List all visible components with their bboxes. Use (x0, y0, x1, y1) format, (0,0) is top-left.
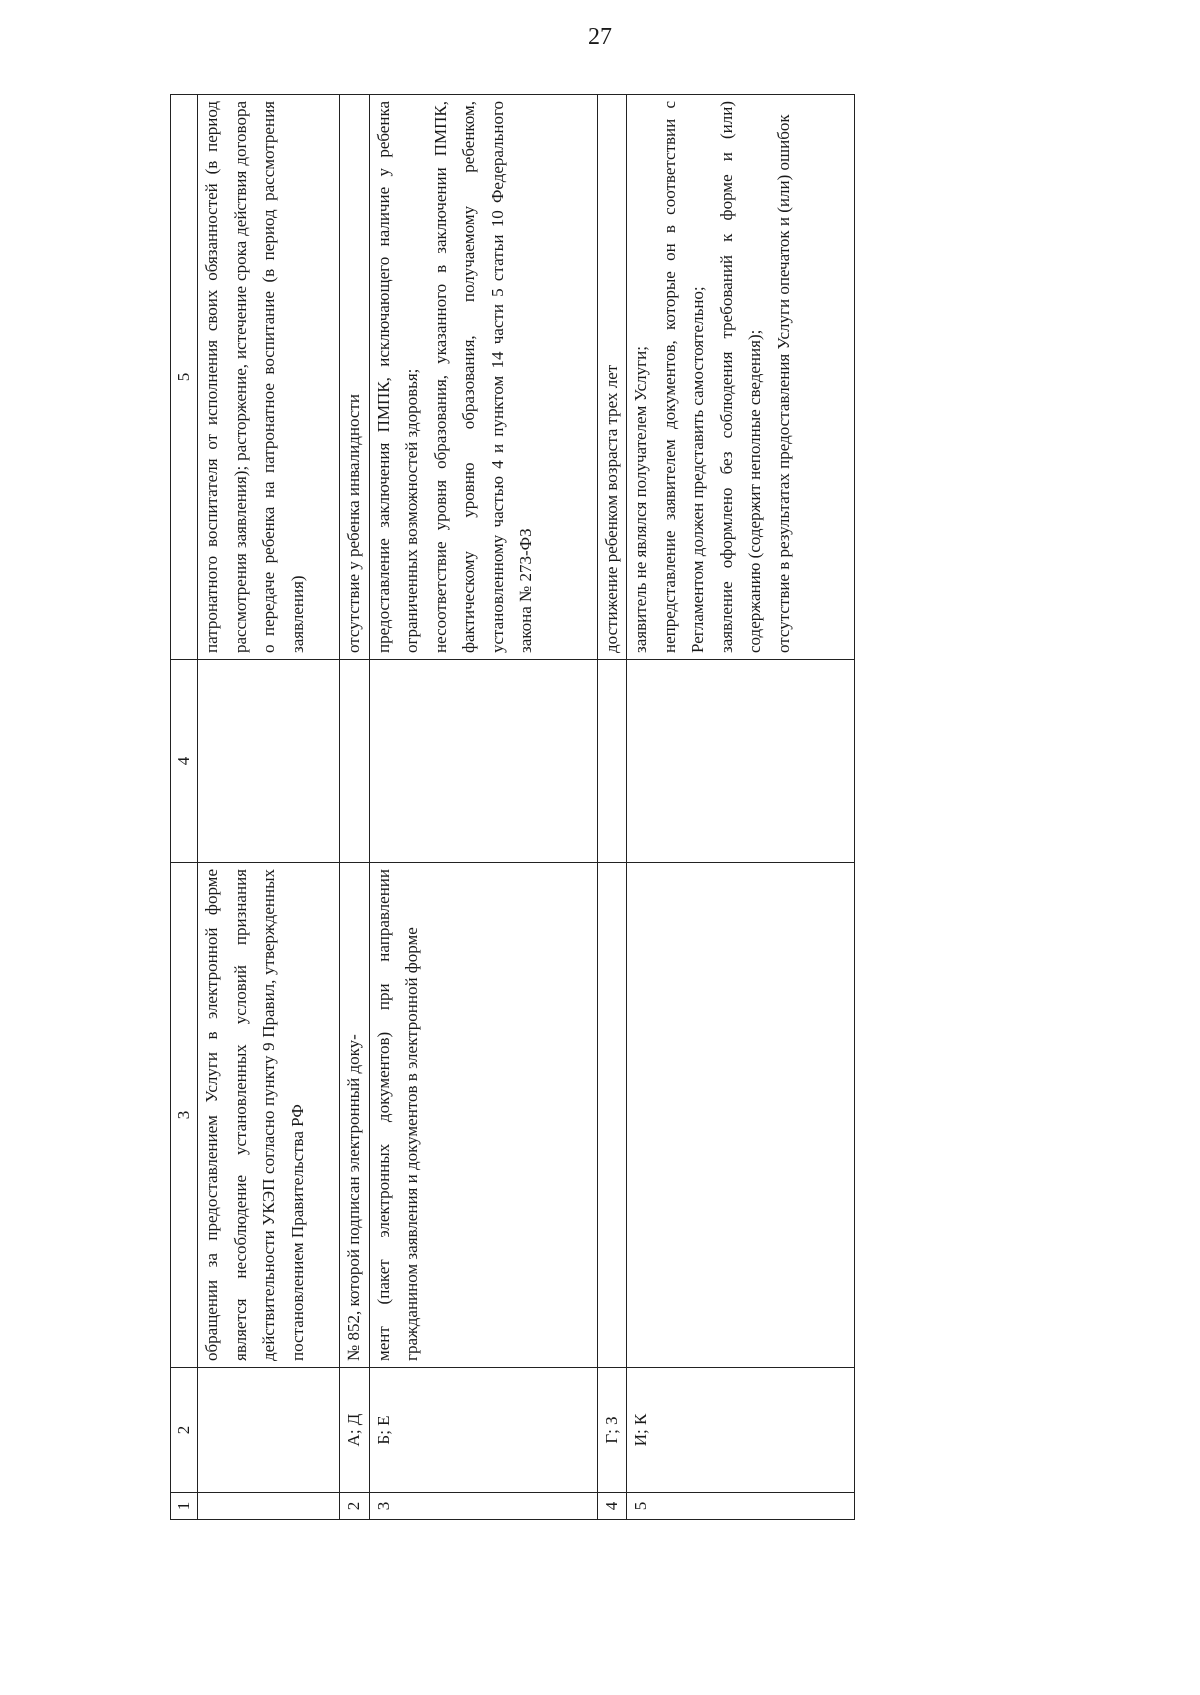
decision-entry: заявитель не являлся получателем Услуги; (631, 346, 650, 653)
header-cell: 4 (171, 660, 198, 863)
header-cell: 3 (171, 863, 198, 1368)
row-codes-cell: Б; Е (369, 1368, 597, 1493)
decision-entry: несоответствие уровня образования, указанного в заключении ПМПК, фактическому уровню образования, получаемому ребенком, установленному частью 4 и пунктом 14 части 5 статьи 10 Федерального закона № 273-ФЗ (430, 101, 535, 653)
decision-entry: отсутствие в результатах предоставления Услуги опечаток и (или) ошибок (773, 114, 793, 653)
row-grounds-cell: обращении за предоставлением Услуги в электронной форме является несоблюдение установленных условий признания действительности УКЭП согласно пункту 9 Правил, утвержденных постановлением Правительства РФ (198, 863, 340, 1368)
row-number-cell: 5 (627, 1493, 855, 1520)
row-grounds-cell (597, 863, 627, 1368)
rotated-table-frame (170, 95, 880, 1520)
row-number-cell: 3 (369, 1493, 597, 1520)
decision-entry: непредставление заявителем документов, которые он в соответствии с Регламентом должен представить самостоятельно; (659, 101, 707, 653)
decision-entry: заявление оформлено без соблюдения требований к форме и (или) содержанию (содержит неполные сведения); (716, 101, 764, 653)
row-decision-cell: достижение ребенком возраста трех лет (597, 95, 627, 660)
row-codes-cell: Г; З (597, 1368, 627, 1493)
decision-entry: предоставление заключения ПМПК, исключающего наличие у ребенка ограниченных возможностей здоровья; (373, 101, 421, 653)
row-codes-cell: И; К (627, 1368, 855, 1493)
header-cell: 5 (171, 95, 198, 660)
table-row (198, 95, 340, 1520)
row-grounds-cell: № 852, которой подписан электронный доку- (340, 863, 370, 1368)
table-row (627, 95, 855, 1520)
table-row (369, 95, 597, 1520)
page-number: 27 (588, 24, 612, 50)
row-col4-cell (597, 660, 627, 863)
row-col4-cell (627, 660, 855, 863)
row-codes-cell (198, 1368, 340, 1493)
row-codes-cell: А; Д (340, 1368, 370, 1493)
row-col4-cell (369, 660, 597, 863)
row-grounds-cell (627, 863, 855, 1368)
row-number-cell: 4 (597, 1493, 627, 1520)
row-number-cell (198, 1493, 340, 1520)
row-col4-cell (198, 660, 340, 863)
document-table (170, 94, 855, 1520)
row-grounds-cell: мент (пакет электронных документов) при направлении гражданином заявления и документов в электронной форме (369, 863, 597, 1368)
table-header-row (171, 95, 198, 1520)
header-cell: 1 (171, 1493, 198, 1520)
row-decision-cell (627, 95, 855, 660)
row-decision-cell: патронатного воспитателя от исполнения своих обязанностей (в период рассмотрения заявления); расторжение, истечение срока действия договора о передаче ребенка на патронатное воспитание (в период рассмотрения заявления) (198, 95, 340, 660)
row-number-cell: 2 (340, 1493, 370, 1520)
row-col4-cell (340, 660, 370, 863)
row-decision-cell: отсутствие у ребенка инвалидности (340, 95, 370, 660)
table-row (340, 95, 370, 1520)
row-decision-cell (369, 95, 597, 660)
header-cell: 2 (171, 1368, 198, 1493)
table-row (597, 95, 627, 1520)
